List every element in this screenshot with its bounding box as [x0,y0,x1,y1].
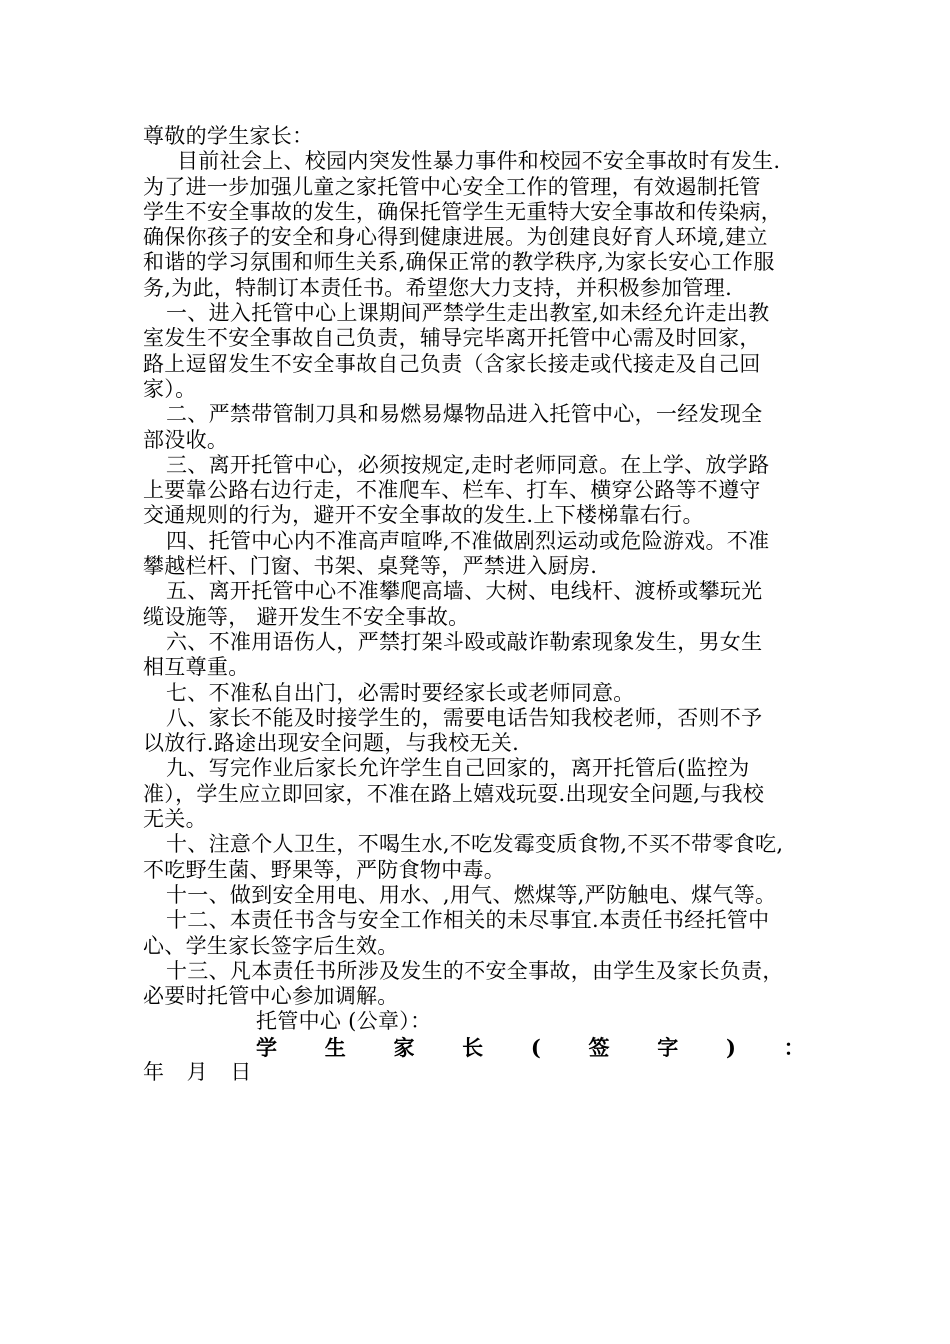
rule-line: 上要靠公路右边行走，不准爬车、栏车、打车、横穿公路等不遵守 [143,478,761,503]
rule-paragraph [143,756,823,832]
rule-line: 八、家长不能及时接学生的，需要电话告知我校老师，否则不予 [166,705,763,730]
document-body [143,124,823,1085]
rule-line: 家）。 [143,376,197,401]
parent-sign-char: 签 [588,1034,610,1060]
rule-paragraph [143,908,823,959]
rule-paragraph [143,579,823,630]
parent-sign-char: 学 [256,1034,278,1060]
rule-line: 七、不准私自出门，必需时要经家长或老师同意。 [166,680,635,705]
intro-line: 目前社会上、校园内突发性暴力事件和校园不安全事故时有发生. [177,149,781,174]
rule-paragraph [143,681,823,706]
center-seal-line: 托管中心 (公章）： [256,1009,432,1034]
rule-line: 交通规则的行为，避开不安全事故的发生.上下楼梯靠右行。 [143,503,704,528]
rule-line: 二、严禁带管制刀具和易燃易爆物品进入托管中心，一经发现全 [166,402,763,427]
rules-list [143,301,823,1009]
rule-line: 十二、本责任书含与安全工作相关的未尽事宜.本责任书经托管中 [166,908,770,933]
intro-line: 确保你孩子的安全和身心得到健康进展。为创建良好育人环境,建立 [143,225,768,250]
rule-paragraph [143,453,823,529]
rule-paragraph [143,706,823,757]
rule-paragraph [143,301,823,402]
rule-line: 心、学生家长签字后生效。 [143,933,399,958]
rule-paragraph [143,402,823,453]
rule-line: 十、注意个人卫生，不喝生水,不吃发霉变质食物,不买不带零食吃, [166,832,784,857]
rule-line: 路上逗留发生不安全事故自己负责（含家长接走或代接走及自己回 [143,351,761,376]
rule-line: 不吃野生菌、野果等，严防食物中毒。 [143,857,506,882]
rule-line: 九、写完作业后家长允许学生自己回家的，离开托管后(监控为 [166,756,750,781]
rule-line: 室发生不安全事故自己负责，辅导完毕离开托管中心需及时回家， [143,326,761,351]
intro-paragraph [143,149,823,301]
rule-line: 无关。 [143,807,207,832]
rule-line: 三、离开托管中心，必须按规定,走时老师同意。在上学、放学路 [166,452,770,477]
rule-line: 六、不准用语伤人，严禁打架斗殴或敲诈勒索现象发生，男女生 [166,629,763,654]
parent-sign-char: 家 [393,1034,415,1060]
parent-sign-char: 生 [324,1034,347,1060]
rule-paragraph [143,883,823,908]
parent-sign-char: ： [783,1034,805,1060]
parent-sign-char: 长 [462,1034,484,1060]
rule-line: 十三、凡本责任书所涉及发生的不安全事故，由学生及家长负责， [166,958,784,983]
rule-line: 相互尊重。 [143,655,250,680]
intro-line: 学生不安全事故的发生，确保托管学生无重特大安全事故和传染病， [143,199,782,224]
rule-paragraph [143,832,823,883]
intro-line: 为了进一步加强儿童之家托管中心安全工作的管理，有效遏制托管 [143,174,761,199]
rule-line: 缆设施等， 避开发生不安全事故。 [143,604,470,629]
parent-sign-char: ( [530,1034,542,1060]
parent-signature-line [143,1035,823,1060]
rule-line: 部没收。 [143,427,229,452]
intro-line: 和谐的学习氛围和师生关系,确保正常的教学秩序,为家长安心工作服 [143,250,775,275]
parent-sign-char: 字 [657,1034,679,1060]
parent-sign-char: ) [725,1034,737,1060]
rule-line: 准），学生应立即回家，不准在路上嬉戏玩耍.出现安全问题,与我校 [143,781,765,806]
rule-paragraph [143,529,823,580]
rule-paragraph [143,630,823,681]
rule-paragraph [143,959,823,1010]
rule-line: 十一、做到安全用电、用水、,用气、燃煤等,严防触电、煤气等。 [166,882,777,907]
intro-line: 务,为此，特制订本责任书。希望您大力支持，并积极参加管理. [143,275,733,300]
date-line: 年 月 日 [143,1059,260,1084]
greeting: 尊敬的学生家长： [143,124,314,148]
rule-line: 五、离开托管中心不准攀爬高墙、大树、电线杆、渡桥或攀玩光 [166,579,763,604]
rule-line: 一、进入托管中心上课期间严禁学生走出教室,如未经允许走出教 [166,301,770,326]
rule-line: 必要时托管中心参加调解。 [143,984,399,1009]
rule-line: 以放行.路途出现安全问题，与我校无关. [143,731,520,756]
rule-line: 攀越栏杆、门窗、书架、桌凳等，严禁进入厨房. [143,554,598,579]
rule-line: 四、托管中心内不准高声喧哗,不准做剧烈运动或危险游戏。不准 [166,528,770,553]
